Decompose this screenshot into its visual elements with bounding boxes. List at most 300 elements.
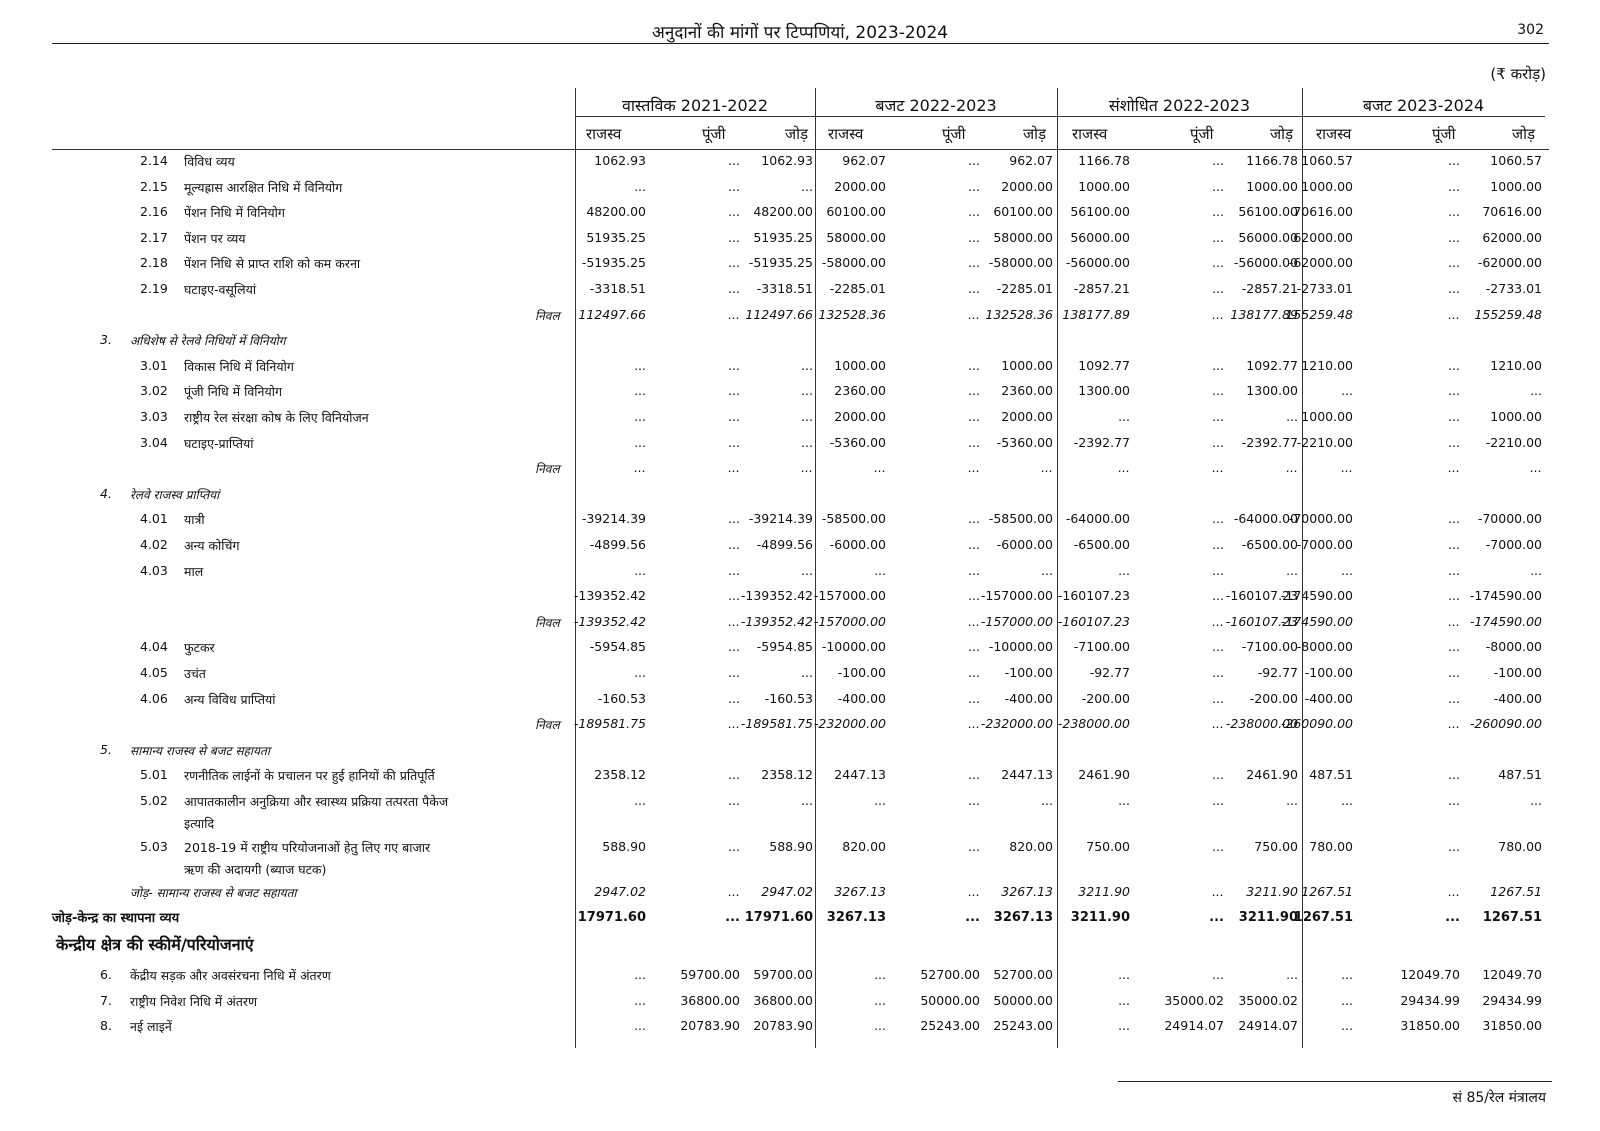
- cell-value: -8000.00: [1296, 639, 1353, 655]
- row-code: 2.18: [140, 255, 168, 271]
- column-group-header: संशोधित 2022-2023: [1108, 96, 1251, 115]
- cell-value: ...: [1530, 562, 1542, 578]
- cell-value: ...: [968, 613, 980, 629]
- cell-value: -7000.00: [1296, 537, 1353, 552]
- cell-value: ...: [1445, 909, 1460, 925]
- cell-value: 112497.66: [745, 306, 813, 322]
- cell-value: 1267.51: [1482, 909, 1542, 925]
- cell-value: 50000.00: [920, 992, 980, 1008]
- cell-value: 1166.78: [1246, 153, 1298, 168]
- cell-value: 112497.66: [578, 306, 646, 322]
- cell-value: -2285.01: [996, 281, 1053, 296]
- row-code: 4.02: [140, 537, 168, 552]
- cell-value: 3267.13: [826, 909, 886, 925]
- cell-value: ...: [728, 383, 740, 399]
- cell-value: ...: [968, 537, 980, 552]
- cell-value: 1300.00: [1078, 383, 1130, 399]
- cell-value: ...: [1448, 255, 1460, 271]
- cell-value: -400.00: [1304, 690, 1353, 706]
- table-row: [0, 305, 1600, 327]
- column-subheader: जोड़: [1023, 125, 1047, 143]
- cell-value: ...: [801, 562, 813, 578]
- row-code: 4.04: [140, 639, 168, 655]
- cell-value: ...: [728, 409, 740, 424]
- cell-value: ...: [1212, 767, 1224, 783]
- cell-value: -56000.00: [1233, 255, 1298, 271]
- cell-value: 50000.00: [993, 992, 1053, 1008]
- row-label: फुटकर: [184, 640, 215, 656]
- column-subheader: पूंजी: [942, 125, 966, 143]
- table-row: [0, 882, 1600, 904]
- cell-value: ...: [1212, 178, 1224, 194]
- cell-value: ...: [968, 562, 980, 578]
- cell-value: 3211.90: [1238, 909, 1298, 925]
- cell-value: ...: [968, 838, 980, 854]
- cell-value: ...: [1041, 460, 1053, 476]
- row-label: उचंत: [184, 666, 206, 681]
- cell-value: ...: [1448, 306, 1460, 322]
- section-number: 5.: [100, 741, 112, 757]
- cell-value: ...: [728, 204, 740, 220]
- cell-value: -260090.00: [1469, 716, 1542, 732]
- cell-value: 20783.90: [753, 1018, 813, 1034]
- cell-value: 2358.12: [761, 767, 813, 783]
- cell-value: 3267.13: [834, 884, 886, 900]
- cell-value: -260090.00: [1280, 716, 1353, 732]
- cell-value: ...: [728, 306, 740, 322]
- cell-value: -160.53: [764, 690, 813, 706]
- cell-value: ...: [1448, 639, 1460, 655]
- cell-value: ...: [1448, 884, 1460, 900]
- section-title: अधिशेष से रेलवे निधियों में विनियोग: [130, 334, 286, 349]
- cell-value: 138177.89: [1230, 306, 1298, 322]
- table-row: [0, 689, 1600, 711]
- cell-value: 780.00: [1309, 838, 1353, 854]
- cell-value: -2857.21: [1073, 281, 1130, 296]
- cell-value: 487.51: [1498, 767, 1542, 783]
- cell-value: ...: [1212, 716, 1224, 732]
- cell-value: ...: [968, 306, 980, 322]
- table-row: [0, 484, 1600, 506]
- cell-value: ...: [874, 967, 886, 982]
- cell-value: ...: [728, 562, 740, 578]
- cell-value: -5954.85: [756, 639, 813, 655]
- cell-value: 70616.00: [1293, 204, 1353, 220]
- column-subheader: पूंजी: [1432, 125, 1456, 143]
- cell-value: ...: [874, 1018, 886, 1034]
- cell-value: -232000.00: [813, 716, 886, 732]
- cell-value: ...: [968, 588, 980, 604]
- cell-value: -139352.42: [740, 613, 813, 629]
- cell-value: ...: [728, 665, 740, 680]
- row-code: 6.: [100, 967, 112, 982]
- net-label: निवल: [535, 462, 560, 477]
- row-label: घटाइए-प्राप्तियां: [184, 435, 254, 451]
- cell-value: ...: [634, 434, 646, 450]
- cell-value: ...: [1212, 383, 1224, 399]
- cell-value: ...: [801, 434, 813, 450]
- cell-value: ...: [801, 665, 813, 680]
- cell-value: 155259.48: [1474, 306, 1542, 322]
- cell-value: -39214.39: [748, 511, 813, 527]
- cell-value: 60100.00: [993, 204, 1053, 220]
- group-underline: [1057, 116, 1302, 117]
- cell-value: 1267.51: [1293, 909, 1353, 925]
- cell-value: 1060.57: [1490, 153, 1542, 168]
- cell-value: ...: [1341, 793, 1353, 808]
- cell-value: -8000.00: [1485, 639, 1542, 655]
- cell-value: ...: [634, 992, 646, 1008]
- cell-value: 132528.36: [985, 306, 1053, 322]
- cell-value: ...: [1448, 460, 1460, 476]
- cell-value: ...: [1212, 665, 1224, 680]
- row-code: 2.16: [140, 204, 168, 220]
- row-code: 5.01: [140, 767, 168, 783]
- row-code: 7.: [100, 992, 112, 1008]
- cell-value: 1267.51: [1490, 884, 1542, 900]
- cell-value: 51935.25: [753, 229, 813, 245]
- cell-value: ...: [1118, 409, 1130, 424]
- cell-value: ...: [968, 665, 980, 680]
- cell-value: 56000.00: [1070, 229, 1130, 245]
- header-bottom-rule: [52, 149, 1549, 150]
- table-row: [0, 279, 1600, 301]
- cell-value: 138177.89: [1062, 306, 1130, 322]
- cell-value: -238000.00: [1057, 716, 1130, 732]
- cell-value: 58000.00: [826, 229, 886, 245]
- row-label: राष्ट्रीय निवेश निधि में अंतरण: [130, 993, 258, 1009]
- cell-value: ...: [1530, 793, 1542, 808]
- cell-value: ...: [1448, 178, 1460, 194]
- cell-value: ...: [728, 639, 740, 655]
- cell-value: 2000.00: [834, 178, 886, 194]
- cell-value: ...: [1341, 1018, 1353, 1034]
- table-row: [0, 991, 1600, 1013]
- cell-value: ...: [1448, 716, 1460, 732]
- cell-value: -39214.39: [581, 511, 646, 527]
- cell-value: 487.51: [1309, 767, 1353, 783]
- cell-value: ...: [968, 434, 980, 450]
- cell-value: ...: [1212, 639, 1224, 655]
- cell-value: 12049.70: [1482, 967, 1542, 982]
- cell-value: 1000.00: [1301, 409, 1353, 424]
- cell-value: ...: [1448, 690, 1460, 706]
- cell-value: -2733.01: [1296, 281, 1353, 296]
- cell-value: 59700.00: [753, 967, 813, 982]
- table-row: [0, 151, 1600, 173]
- cell-value: ...: [1286, 460, 1298, 476]
- cell-value: -400.00: [1493, 690, 1542, 706]
- page-number: 302: [1517, 22, 1544, 38]
- cell-value: ...: [1448, 562, 1460, 578]
- row-label-continuation: इत्यादि: [184, 816, 215, 831]
- cell-value: ...: [1448, 511, 1460, 527]
- column-subheader: जोड़: [785, 125, 809, 143]
- cell-value: -3318.51: [589, 281, 646, 296]
- table-row: [0, 637, 1600, 659]
- cell-value: ...: [728, 690, 740, 706]
- table-row: [0, 612, 1600, 634]
- row-code: 2.14: [140, 153, 168, 168]
- cell-value: -58500.00: [821, 511, 886, 527]
- table-row: [0, 458, 1600, 480]
- column-group-header: बजट 2022-2023: [875, 96, 997, 115]
- cell-value: -64000.00: [1065, 511, 1130, 527]
- cell-value: 29434.99: [1400, 992, 1460, 1008]
- cell-value: ...: [874, 460, 886, 476]
- table-row: [0, 509, 1600, 531]
- cell-value: -2857.21: [1241, 281, 1298, 296]
- cell-value: -4899.56: [589, 537, 646, 552]
- column-subheader: जोड़: [1270, 125, 1294, 143]
- cell-value: ...: [728, 229, 740, 245]
- cell-value: -200.00: [1081, 690, 1130, 706]
- cell-value: ...: [801, 357, 813, 373]
- row-label: मूल्यह्रास आरक्षित निधि में विनियोग: [184, 179, 343, 195]
- cell-value: ...: [728, 153, 740, 168]
- table-row: [0, 561, 1600, 583]
- cell-value: 750.00: [1254, 838, 1298, 854]
- cell-value: -100.00: [1004, 665, 1053, 680]
- cell-value: 12049.70: [1400, 967, 1460, 982]
- cell-value: -189581.75: [573, 716, 646, 732]
- row-label: केंद्रीय सड़क और अवसंरचना निधि में अंतरण: [130, 968, 331, 983]
- net-label: निवल: [535, 718, 560, 733]
- cell-value: 1060.57: [1301, 153, 1353, 168]
- cell-value: -2733.01: [1485, 281, 1542, 296]
- cell-value: ...: [1041, 793, 1053, 808]
- row-code: 4.06: [140, 690, 168, 706]
- cell-value: ...: [968, 511, 980, 527]
- row-code: 4.05: [140, 665, 168, 680]
- cell-value: 17971.60: [577, 909, 646, 925]
- cell-value: 62000.00: [1482, 229, 1542, 245]
- cell-value: 820.00: [1009, 838, 1053, 854]
- header-rule: [52, 43, 1549, 44]
- cell-value: ...: [1286, 793, 1298, 808]
- cell-value: 780.00: [1498, 838, 1542, 854]
- cell-value: -139352.42: [740, 588, 813, 604]
- cell-value: -139352.42: [573, 588, 646, 604]
- cell-value: 56100.00: [1070, 204, 1130, 220]
- cell-value: ...: [728, 588, 740, 604]
- table-row: [0, 202, 1600, 224]
- cell-value: 1210.00: [1490, 357, 1542, 373]
- column-subheader: राजस्व: [1072, 125, 1108, 143]
- cell-value: -174590.00: [1469, 613, 1542, 629]
- cell-value: -10000.00: [988, 639, 1053, 655]
- cell-value: 2000.00: [1001, 409, 1053, 424]
- cell-value: -157000.00: [980, 613, 1053, 629]
- cell-value: 1000.00: [1301, 178, 1353, 194]
- cell-value: -58500.00: [988, 511, 1053, 527]
- cell-value: 588.90: [769, 838, 813, 854]
- cell-value: ...: [634, 357, 646, 373]
- total-label: जोड़- सामान्य राजस्व से बजट सहायता: [130, 886, 297, 901]
- row-code: 2.17: [140, 229, 168, 245]
- cell-value: ...: [874, 992, 886, 1008]
- cell-value: -62000.00: [1288, 255, 1353, 271]
- net-label: निवल: [535, 615, 560, 630]
- cell-value: 2947.02: [761, 884, 813, 900]
- cell-value: -100.00: [1493, 665, 1542, 680]
- cell-value: -4899.56: [756, 537, 813, 552]
- cell-value: ...: [1341, 383, 1353, 399]
- cell-value: -174590.00: [1280, 588, 1353, 604]
- cell-value: -100.00: [837, 665, 886, 680]
- cell-value: 20783.90: [680, 1018, 740, 1034]
- cell-value: ...: [874, 793, 886, 808]
- cell-value: ...: [1448, 838, 1460, 854]
- row-label: घटाइए-वसूलियां: [184, 282, 257, 297]
- cell-value: ...: [1448, 281, 1460, 296]
- group-underline: [1302, 116, 1545, 117]
- cell-value: 1000.00: [1001, 357, 1053, 373]
- cell-value: ...: [1212, 562, 1224, 578]
- cell-value: ...: [634, 460, 646, 476]
- cell-value: 1092.77: [1078, 357, 1130, 373]
- cell-value: -2392.77: [1073, 434, 1130, 450]
- cell-value: 2000.00: [834, 409, 886, 424]
- cell-value: ...: [968, 255, 980, 271]
- cell-value: ...: [801, 460, 813, 476]
- row-label: विकास निधि में विनियोग: [184, 358, 294, 374]
- cell-value: ...: [1448, 665, 1460, 680]
- cell-value: -56000.00: [1065, 255, 1130, 271]
- cell-value: ...: [634, 562, 646, 578]
- table-row: [0, 177, 1600, 199]
- cell-value: -62000.00: [1477, 255, 1542, 271]
- row-label: पूंजी निधि में विनियोग: [184, 384, 282, 400]
- column-subheader: राजस्व: [1316, 125, 1352, 143]
- cell-value: -160107.23: [1057, 588, 1130, 604]
- cell-value: -139352.42: [573, 613, 646, 629]
- cell-value: ...: [728, 716, 740, 732]
- cell-value: 48200.00: [586, 204, 646, 220]
- cell-value: ...: [1448, 613, 1460, 629]
- cell-value: -6500.00: [1241, 537, 1298, 552]
- cell-value: 70616.00: [1482, 204, 1542, 220]
- cell-value: -400.00: [1004, 690, 1053, 706]
- cell-value: 962.07: [1009, 153, 1053, 168]
- cell-value: -5360.00: [829, 434, 886, 450]
- cell-value: -64000.00: [1233, 511, 1298, 527]
- row-label: पेंशन निधि से प्राप्त राशि को कम करना: [184, 256, 361, 272]
- cell-value: 56100.00: [1238, 204, 1298, 220]
- cell-value: ...: [728, 178, 740, 194]
- cell-value: -160107.23: [1225, 613, 1298, 629]
- cell-value: 1000.00: [1490, 178, 1542, 194]
- row-label: पेंशन निधि में विनियोग: [184, 205, 285, 221]
- cell-value: 25243.00: [993, 1018, 1053, 1034]
- cell-value: -58000.00: [821, 255, 886, 271]
- cell-value: ...: [968, 204, 980, 220]
- section-title: सामान्य राजस्व से बजट सहायता: [130, 743, 270, 758]
- cell-value: ...: [1212, 967, 1224, 982]
- cell-value: -7100.00: [1073, 639, 1130, 655]
- cell-value: -5360.00: [996, 434, 1053, 450]
- cell-value: -238000.00: [1225, 716, 1298, 732]
- cell-value: ...: [968, 229, 980, 245]
- table-row: [0, 791, 1600, 831]
- cell-value: 1062.93: [761, 153, 813, 168]
- table-row: [0, 433, 1600, 455]
- row-label: अन्य विविध प्राप्तियां: [184, 691, 276, 707]
- column-subheader: पूंजी: [1190, 125, 1214, 143]
- cell-value: ...: [728, 434, 740, 450]
- cell-value: 2360.00: [1001, 383, 1053, 399]
- cell-value: -232000.00: [980, 716, 1053, 732]
- cell-value: 36800.00: [680, 992, 740, 1008]
- cell-value: ...: [801, 409, 813, 424]
- cell-value: 1000.00: [1078, 178, 1130, 194]
- section-number: 3.: [100, 332, 112, 348]
- table-row: [0, 765, 1600, 787]
- cell-value: 52700.00: [920, 967, 980, 982]
- cell-value: ...: [968, 767, 980, 783]
- cell-value: -2210.00: [1296, 434, 1353, 450]
- cell-value: 820.00: [842, 838, 886, 854]
- cell-value: ...: [1341, 562, 1353, 578]
- cell-value: ...: [968, 793, 980, 808]
- cell-value: ...: [1212, 838, 1224, 854]
- cell-value: -2285.01: [829, 281, 886, 296]
- cell-value: ...: [1118, 793, 1130, 808]
- cell-value: ...: [728, 793, 740, 808]
- row-code: 4.01: [140, 511, 168, 527]
- cell-value: -189581.75: [740, 716, 813, 732]
- cell-value: ...: [634, 793, 646, 808]
- row-label: विविध व्यय: [184, 154, 235, 169]
- page-header-title: अनुदानों की मांगों पर टिप्पणियां, 2023-2024: [651, 23, 949, 43]
- cell-value: 35000.02: [1238, 992, 1298, 1008]
- cell-value: -400.00: [837, 690, 886, 706]
- table-row: [0, 407, 1600, 429]
- unit-label: (₹ करोड़): [1490, 65, 1546, 83]
- cell-value: ...: [634, 1018, 646, 1034]
- cell-value: 3267.13: [993, 909, 1053, 925]
- cell-value: 48200.00: [753, 204, 813, 220]
- cell-value: -160107.23: [1057, 613, 1130, 629]
- cell-value: ...: [1212, 690, 1224, 706]
- row-code: 2.15: [140, 178, 168, 194]
- cell-value: 2000.00: [1001, 178, 1053, 194]
- cell-value: 2447.13: [834, 767, 886, 783]
- cell-value: ...: [1118, 460, 1130, 476]
- cell-value: 29434.99: [1482, 992, 1542, 1008]
- cell-value: ...: [1118, 562, 1130, 578]
- cell-value: -6500.00: [1073, 537, 1130, 552]
- cell-value: 59700.00: [680, 967, 740, 982]
- section-title: रेलवे राजस्व प्राप्तियां: [130, 487, 220, 502]
- table-row: [0, 1016, 1600, 1038]
- cell-value: ...: [1448, 434, 1460, 450]
- cell-value: -51935.25: [581, 255, 646, 271]
- table-row: [0, 908, 1600, 930]
- cell-value: ...: [728, 511, 740, 527]
- cell-value: ...: [1448, 357, 1460, 373]
- group-underline: [575, 116, 815, 117]
- row-label: 2018-19 में राष्ट्रीय परियोजनाओं हेतु लिए गए बाजार: [184, 839, 431, 855]
- row-code: 8.: [100, 1018, 112, 1034]
- column-subheader: जोड़: [1512, 125, 1536, 143]
- table-row: [0, 837, 1600, 877]
- cell-value: 1267.51: [1301, 884, 1353, 900]
- cell-value: ...: [801, 793, 813, 808]
- cell-value: ...: [1448, 793, 1460, 808]
- cell-value: ...: [1448, 204, 1460, 220]
- cell-value: ...: [1212, 511, 1224, 527]
